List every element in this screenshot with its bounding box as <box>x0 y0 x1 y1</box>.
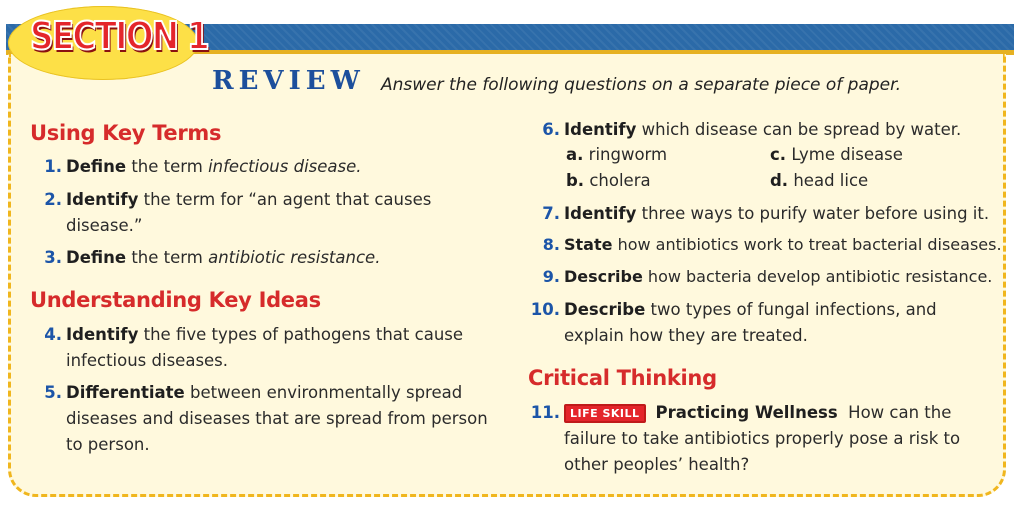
question-text: how bacteria develop antibiotic resistance. <box>647 267 993 286</box>
question-verb: State <box>564 235 613 254</box>
question-5 <box>44 380 496 458</box>
option-b <box>566 171 651 190</box>
question-verb: Describe <box>564 300 646 319</box>
question-number: 1. <box>44 157 62 176</box>
question-7 <box>542 201 1004 227</box>
question-number: 10. <box>530 300 560 319</box>
question-number: 8. <box>542 235 560 254</box>
question-number: 3. <box>44 248 62 267</box>
question-9 <box>542 264 1004 290</box>
question-verb: Define <box>66 248 127 267</box>
question-verb: Define <box>66 157 127 176</box>
question-text: which disease can be spread by water. <box>641 120 962 139</box>
option-a <box>566 145 667 164</box>
question-number: 11. <box>530 403 560 422</box>
option-letter: d. <box>770 171 789 190</box>
option-d <box>770 171 868 190</box>
question-number: 4. <box>44 325 62 344</box>
review-instructions: Answer the following questions on a separate piece of paper. <box>381 75 901 95</box>
question-verb: Identify <box>66 190 139 209</box>
heading-critical-thinking: Critical Thinking <box>528 366 717 390</box>
option-letter: b. <box>566 171 585 190</box>
option-letter: a. <box>566 145 584 164</box>
question-text: the term <box>131 248 209 267</box>
section-badge-label: SECTION 1 <box>30 14 209 58</box>
question-verb: Practicing Wellness <box>655 403 838 422</box>
question-4 <box>44 322 476 374</box>
option-text: head lice <box>793 171 869 190</box>
life-skill-tag: LIFE SKILL <box>564 404 646 423</box>
question-6 <box>542 117 1004 143</box>
option-text: Lyme disease <box>791 145 903 164</box>
question-text: the five types of pathogens that cause infectious diseases. <box>66 325 464 370</box>
question-11 <box>530 400 984 478</box>
question-text: how antibiotics work to treat bacterial diseases. <box>617 235 1002 254</box>
section-badge <box>8 6 209 80</box>
question-term: infectious disease. <box>208 157 362 176</box>
option-text: ringworm <box>588 145 668 164</box>
question-10 <box>530 297 984 349</box>
option-letter: c. <box>770 145 787 164</box>
question-text: between environmentally spread diseases and diseases that are spread from person to person. <box>66 383 488 454</box>
question-text: two types of fungal infections, and explain how they are treated. <box>564 300 937 345</box>
question-8 <box>542 232 1004 258</box>
question-verb: Describe <box>564 267 643 286</box>
question-verb: Identify <box>564 204 637 223</box>
option-c <box>770 145 903 164</box>
question-number: 5. <box>44 383 62 402</box>
question-text: How can the failure to take antibiotics properly pose a risk to other peoples’ health? <box>564 403 961 474</box>
question-2 <box>44 187 446 239</box>
question-verb: Differentiate <box>66 383 185 402</box>
review-label: REVIEW <box>212 66 365 96</box>
question-verb: Identify <box>564 120 637 139</box>
option-text: cholera <box>589 171 651 190</box>
question-term: antibiotic resistance. <box>208 248 381 267</box>
question-number: 6. <box>542 120 560 139</box>
question-3 <box>44 245 486 271</box>
question-text: the term <box>131 157 209 176</box>
question-number: 7. <box>542 204 560 223</box>
heading-understanding-key-ideas: Understanding Key Ideas <box>30 288 321 312</box>
question-text: the term for “an agent that causes disease.” <box>66 190 432 235</box>
question-text: three ways to purify water before using it. <box>641 204 990 223</box>
question-number: 9. <box>542 267 560 286</box>
heading-using-key-terms: Using Key Terms <box>30 121 222 145</box>
question-1 <box>44 154 486 180</box>
question-number: 2. <box>44 190 62 209</box>
question-verb: Identify <box>66 325 139 344</box>
